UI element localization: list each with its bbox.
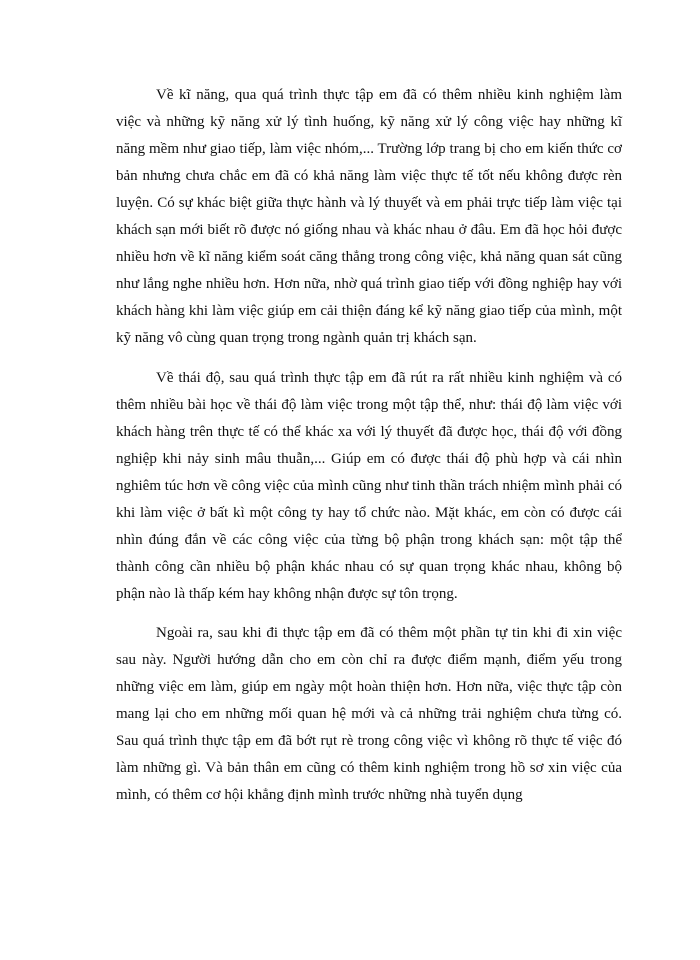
paragraph-other-benefits: Ngoài ra, sau khi đi thực tập em đã có thêm một phần tự tin khi đi xin việc sau này. Người hướng dẫn cho em còn chỉ ra được điểm mạnh, điểm yếu trong những việc em làm, giúp em ngày một hoàn thiện hơn. Hơn nữa, việc thực tập còn mang lại cho em những mối quan hệ mới và cả những trải nghiệm chưa từng có. Sau quá trình thực tập em đã bớt rụt rè trong công việc vì không rõ thực tế việc đó làm những gì. Và bản thân em cũng có thêm kinh nghiệm trong hồ sơ xin việc của mình, có thêm cơ hội khẳng định mình trước những nhà tuyển dụng <box>116 625 622 803</box>
paragraph-attitude: Về thái độ, sau quá trình thực tập em đã rút ra rất nhiều kinh nghiệm và có thêm nhiều bài học về thái độ làm việc trong một tập thể, như: thái độ làm việc với khách hàng trên thực tế có thể khác xa với lý thuyết đã được học, thái độ với đồng nghiệp khi nảy sinh mâu thuẫn,... Giúp em có được thái độ phù hợp và cái nhìn nghiêm túc hơn về công việc của mình cũng như tinh thần trách nhiệm mình phải có khi làm việc ở bất kì một công ty hay tổ chức nào. Mặt khác, em còn có được cái nhìn đúng đắn về các công việc của từng bộ phận trong khách sạn: một tập thể thành công cần nhiều bộ phận khác nhau có sự quan trọng khác nhau, không bộ phận nào là thấp kém hay không nhận được sự tôn trọng. <box>116 370 622 602</box>
paragraph-skills: Về kĩ năng, qua quá trình thực tập em đã có thêm nhiều kinh nghiệm làm việc và những kỹ năng xử lý tình huống, kỹ năng xử lý công việc hay những kĩ năng mềm như giao tiếp, làm việc nhóm,... Trường lớp trang bị cho em kiến thức cơ bản nhưng chưa chắc em đã có khả năng làm việc thực tế tốt nếu không được rèn luyện. Có sự khác biệt giữa thực hành và lý thuyết và em phải trực tiếp làm việc tại khách sạn mới biết rõ được nó giống nhau và khác nhau ở đâu. Em đã học hỏi được nhiều hơn về kĩ năng kiểm soát căng thẳng trong công việc, khả năng quan sát cũng như lắng nghe nhiều hơn. Hơn nữa, nhờ quá trình giao tiếp với đồng nghiệp hay với khách hàng khi làm việc giúp em cải thiện đáng kể kỹ năng giao tiếp của mình, một kỹ năng vô cùng quan trọng trong ngành quản trị khách sạn. <box>116 87 622 346</box>
